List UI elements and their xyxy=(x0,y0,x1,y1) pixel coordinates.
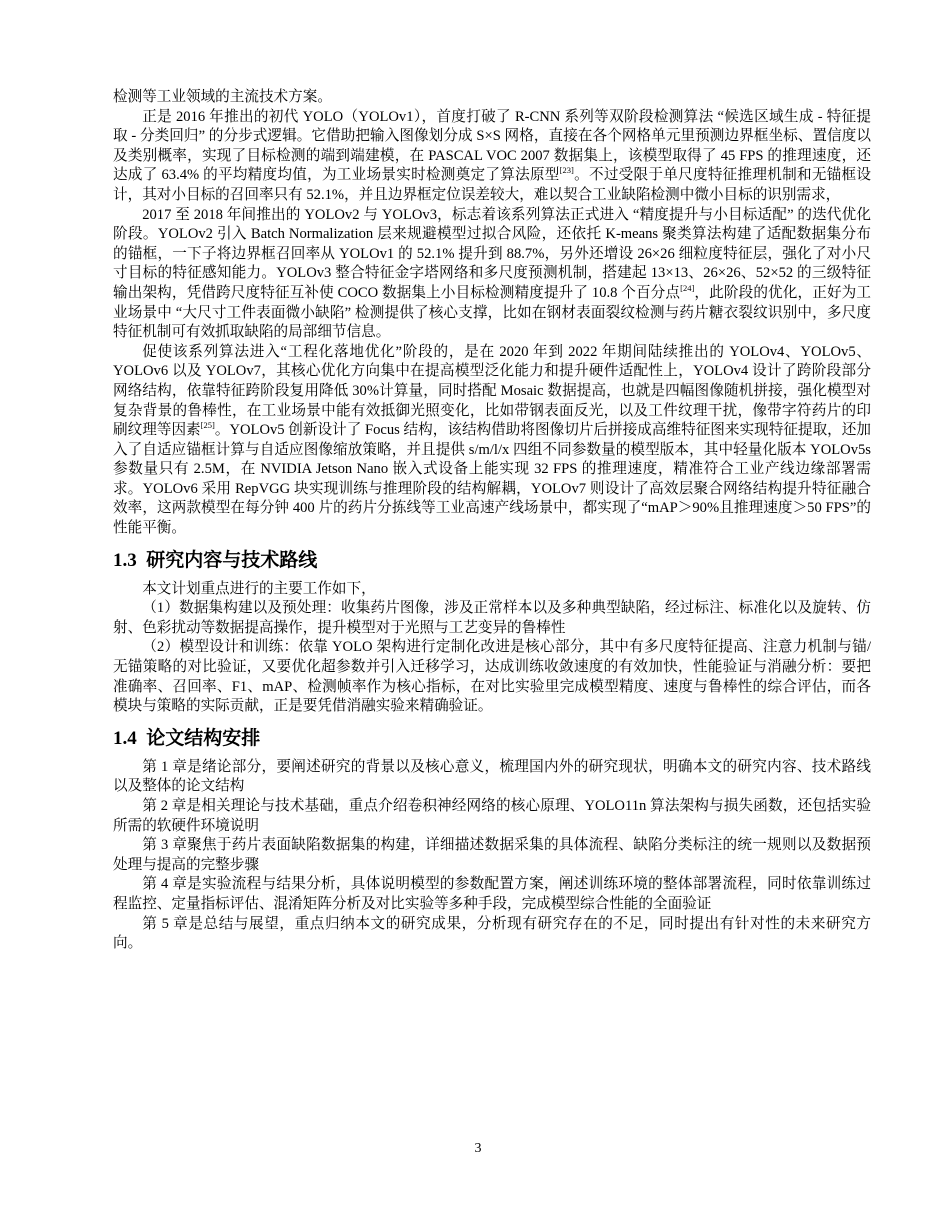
body-paragraph: 本文计划重点进行的主要工作如下， xyxy=(142,580,376,597)
body-paragraph-yolov4-v7 xyxy=(113,343,871,539)
body-paragraph: 检测等工业领域的主流技术方案。 xyxy=(113,89,332,105)
document-page xyxy=(113,88,871,954)
paragraph-text: ，此阶段的优化，正好为工业场景中 “大尺寸工件表面微小缺陷” 检测提供了核心支撑，比如在钢材表面裂纹检测与药片糖衣裂纹识别中，多尺度特征机制可有效抓取缺陷的局部细节信息。 xyxy=(113,284,871,341)
paragraph-text: 正是 2016 年推出的初代 YOLO（YOLOv1），首度打破了 R-CNN 系列等双阶段检测算法 “候选区域生成 - 特征提取 - 分类回归” 的分步式逻辑。它借助把输入图像划分成 S×S 网格，直接在各个网格单元里预测边界框坐标、置信度以及类别概率，实现了目标检测的端到端建模，在 PASCAL VOC 2007 数据集上，该模型取得了 45 FPS 的推理速度，还达成了 63.4% 的平均精度均值，为工业场景实时检测奠定了算法原型 xyxy=(113,108,871,184)
body-paragraph: （2）模型设计和训练：依靠 YOLO 架构进行定制化改进是核心部分，其中有多尺度特征提高、注意力机制与锚/无锚策略的对比验证，又要优化超参数并引入迁移学习，达成训练收敛速度的有效加快，性能验证与消融分析：要把准确率、召回率、F1、mAP、检测帧率作为核心指标，在对比实验里完成模型精度、速度与鲁棒性的综合评估，而各模块与策略的实际贡献，正是要凭借消融实验来精确验证。 xyxy=(113,639,871,715)
body-paragraph-yolov2-v3 xyxy=(113,206,871,343)
paragraph-text: 促使该系列算法进入“工程化落地优化”阶段的，是在 2020 年到 2022 年期间陆续推出的 YOLOv4、YOLOv5、YOLOv6 以及 YOLOv7，其核心优化方向集中在提高模型泛化能力和提升硬件适配性上，YOLOv4 设计了跨阶段部分网络结构，依靠特征跨阶段复用降低 30%计算量，同时搭配 Mosaic 数据提高，也就是四幅图像随机拼接，强化模型对复杂背景的鲁棒性，在工业场景中能有效抵御光照变化，比如带钢表面反光，以及工件纹理干扰，像带字符药片的印刷纹理等因素 xyxy=(113,343,871,439)
chapter-outline-item: 第 1 章是绪论部分，要阐述研究的背景以及核心意义，梳理国内外的研究现状，明确本文的研究内容、技术路线以及整体的论文结构 xyxy=(113,758,871,795)
section-heading-1-4 xyxy=(113,727,871,751)
paragraph-text: 。不过受限于单尺度特征推理机制和无锚框设计，其对小目标的召回率只有 52.1%，并且边界框定位误差较大，难以契合工业缺陷检测中微小目标的识别需求， xyxy=(113,167,871,203)
body-paragraph-yolov1 xyxy=(113,108,871,206)
page-number: 3 xyxy=(474,1141,482,1156)
citation-ref: [23] xyxy=(559,165,574,176)
section-title: 研究内容与技术路线 xyxy=(146,549,318,571)
chapter-outline-item: 第 4 章是实验流程与结果分析，具体说明模型的参数配置方案，阐述训练环境的整体部署流程，同时依靠训练过程监控、定量指标评估、混淆矩阵分析及对比实验等多种手段，完成模型综合性能的全面验证 xyxy=(113,876,871,912)
section-number: 1.4 xyxy=(113,727,137,749)
section-heading-1-3 xyxy=(113,549,871,573)
paragraph-text: 。YOLOv5 创新设计了 Focus 结构，该结构借助将图像切片后拼接成高维特征图来实现特征提取，还加入了自适应锚框计算与自适应图像缩放策略，并且提供 s/m/l/x 四组不同参数量的模型版本，其中轻量化版本 YOLOv5s 参数量只有 2.5M，在 NVIDIA Jetson Nano 嵌入式设备上能实现 32 FPS 的推理速度，精准符合工业产线边缘部署需求。YOLOv6 采用 RepVGG 块实现训练与推理阶段的结构解耦，YOLOv7 则设计了高效层聚合网络结构提升特征融合效率，这两款模型在每分钟 400 片的药片分拣线等工业高速产线场景中，都实现了“mAP＞90%且推理速度＞50 FPS”的性能平衡。 xyxy=(113,422,871,537)
section-title: 论文结构安排 xyxy=(146,727,261,749)
chapter-outline-item: 第 2 章是相关理论与技术基础，重点介绍卷积神经网络的核心原理、YOLO11n 算法架构与损失函数，还包括实验所需的软硬件环境说明 xyxy=(113,798,871,834)
chapter-outline-item: 第 5 章是总结与展望，重点归纳本文的研究成果，分析现有研究存在的不足，同时提出有针对性的未来研究方向。 xyxy=(113,915,871,952)
paragraph-text: 2017 至 2018 年间推出的 YOLOv2 与 YOLOv3，标志着该系列算法正式进入 “精度提升与小目标适配” 的迭代优化阶段。YOLOv2 引入 Batch Normalization 层来规避模型过拟合风险，还依托 K-means 聚类算法构建了适配数据集分布的锚框，一下子将边界框召回率从 YOLOv1 的 52.1% 提升到 88.7%，另外还增设 26×26 细粒度特征层，强化了对小尺寸目标的特征感知能力。YOLOv3 整合特征金字塔网络和多尺度预测机制，搭建起 13×13、26×26、52×52 的三级特征输出架构，凭借跨尺度特征互补使 COCO 数据集上小目标检测精度提升了 10.8 个百分点 xyxy=(113,206,871,301)
body-paragraph: （1）数据集构建以及预处理：收集药片图像，涉及正常样本以及多种典型缺陷，经过标注、标准化以及旋转、仿射、色彩扰动等数据提高操作，提升模型对于光照与工艺变异的鲁棒性 xyxy=(113,600,871,636)
citation-ref: [24] xyxy=(680,283,695,294)
section-number: 1.3 xyxy=(113,549,137,571)
chapter-outline-item: 第 3 章聚焦于药片表面缺陷数据集的构建，详细描述数据采集的具体流程、缺陷分类标注的统一规则以及数据预处理与提高的完整步骤 xyxy=(113,837,871,873)
citation-ref: [25] xyxy=(200,420,215,431)
